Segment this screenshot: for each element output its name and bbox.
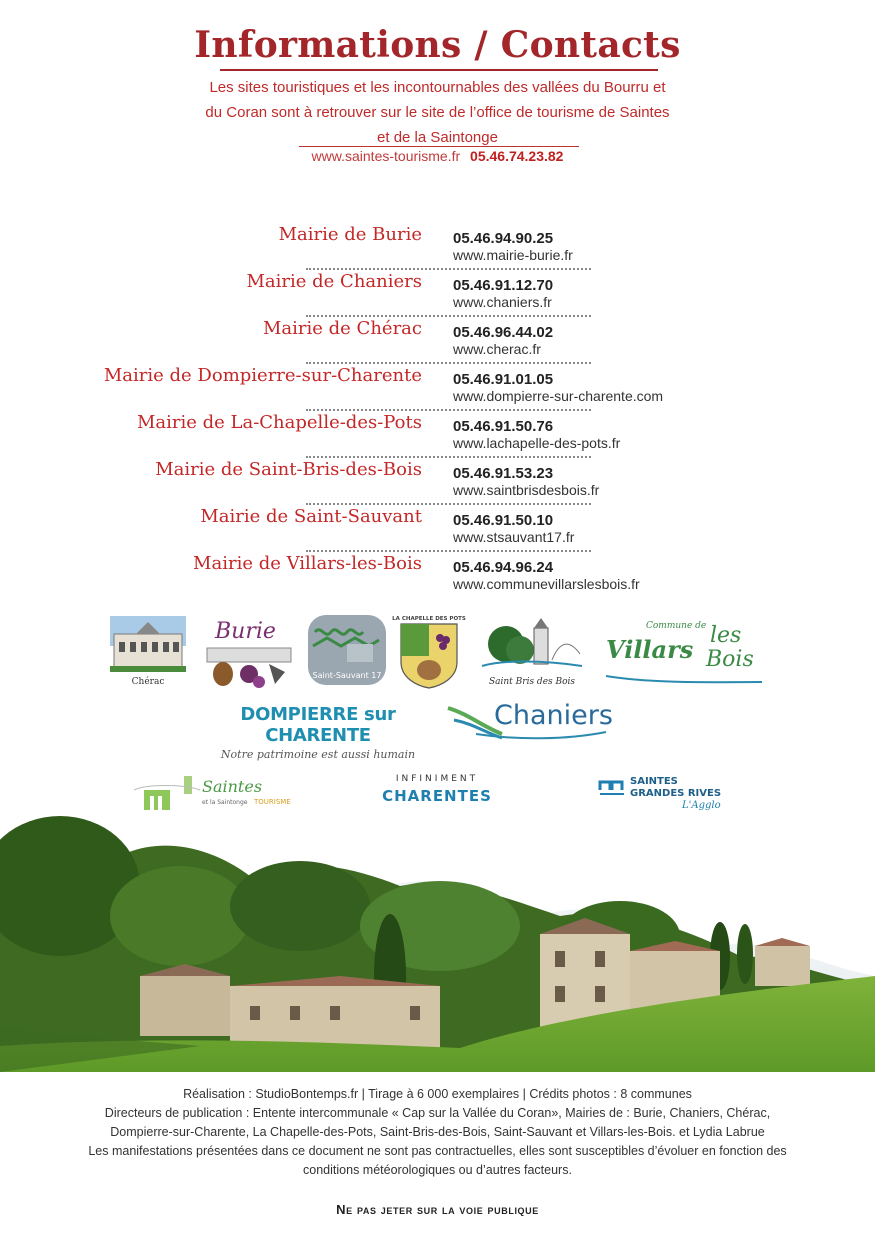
infiniment-label: INFINIMENT <box>395 774 479 784</box>
sgr-grandes-label: GRANDES RIVES <box>630 788 722 799</box>
intro-underline <box>299 146 579 147</box>
dompierre-label: DOMPIERRE sur CHARENTE <box>240 704 396 746</box>
mairie-name: Mairie de Dompierre-sur-Charente <box>103 365 422 386</box>
tourism-website[interactable]: www.saintes-tourisme.fr <box>311 148 461 164</box>
saint-bris-label: Saint Bris des Bois <box>488 677 576 687</box>
dotted-separator <box>306 456 591 458</box>
chapelle-label: LA CHAPELLE DES POTS <box>392 616 466 622</box>
dotted-separator <box>306 315 591 317</box>
sgr-saintes-label: SAINTES <box>630 776 678 787</box>
chapelle-des-pots-logo <box>392 612 466 690</box>
villars-les-label: les <box>710 623 742 648</box>
dotted-separator <box>306 362 591 364</box>
saintes-tourisme-logo <box>134 772 302 812</box>
mairie-phone: 05.46.91.50.76 <box>453 418 554 435</box>
dotted-separator <box>306 268 591 270</box>
mairie-website[interactable]: www.stsauvant17.fr <box>453 529 575 545</box>
litter-notice: Ne pas jeter sur la voie publique <box>336 1202 539 1217</box>
mairie-row-chaniers <box>0 271 875 317</box>
mairie-phone: 05.46.91.01.05 <box>453 371 554 388</box>
page-title: Informations / Contacts <box>194 24 681 66</box>
tourism-phone: 05.46.74.23.82 <box>470 148 564 164</box>
saintes-grandes-rives-logo <box>598 772 732 812</box>
mairie-website[interactable]: www.communevillarslesbois.fr <box>453 576 640 592</box>
burie-logo <box>203 612 295 694</box>
credits-line: Dompierre-sur-Charente, La Chapelle-des-Pots, Saint-Bris-des-Bois, Saint-Sauvant et Villars-les-Bois. et Lydia Labrue <box>110 1125 765 1139</box>
mairie-phone: 05.46.91.53.23 <box>453 465 554 482</box>
mairie-phone: 05.46.94.90.25 <box>453 230 554 247</box>
mairie-row-chapelle <box>0 412 875 458</box>
villars-les-bois-logo <box>602 616 766 686</box>
mairie-name: Mairie de Chaniers <box>246 271 422 292</box>
saintes-sub-label: et la Saintonge <box>202 799 248 806</box>
villars-bois-label: Bois <box>706 647 754 672</box>
saintes-label: Saintes <box>202 777 263 796</box>
credits-line: Les manifestations présentées dans ce document ne sont pas contractuelles, elles sont susceptibles d’évoluer en fonction des <box>88 1144 787 1158</box>
mairie-website[interactable]: www.chaniers.fr <box>453 294 552 310</box>
mairie-row-cherac <box>0 318 875 364</box>
dompierre-logo <box>208 704 428 761</box>
cherac-label: Chérac <box>131 677 165 687</box>
credits <box>0 1085 875 1180</box>
dotted-separator <box>306 550 591 552</box>
mairie-website[interactable]: www.mairie-burie.fr <box>453 247 573 263</box>
title-underline <box>220 69 658 71</box>
saint-sauvant-label: Saint-Sauvant 17 <box>312 671 382 680</box>
mairie-website[interactable]: www.cherac.fr <box>453 341 541 357</box>
mairie-name: Mairie de Saint-Sauvant <box>200 506 422 527</box>
mairie-phone: 05.46.94.96.24 <box>453 559 554 576</box>
mairie-row-villars <box>0 553 875 599</box>
mairie-name: Mairie de Burie <box>278 224 422 245</box>
charentes-label: CHARENTES <box>382 787 492 805</box>
mairie-phone: 05.46.91.12.70 <box>453 277 554 294</box>
chaniers-label: Chaniers <box>494 700 613 731</box>
saintes-tourisme-label: TOURISME <box>254 798 291 806</box>
dotted-separator <box>306 409 591 411</box>
mairie-website[interactable]: www.saintbrisdesbois.fr <box>453 482 600 498</box>
partner-logos <box>0 612 875 812</box>
mairie-name: Mairie de Chérac <box>263 318 422 339</box>
burie-label: Burie <box>215 619 276 644</box>
mairie-row-burie <box>0 224 875 270</box>
mairie-name: Mairie de Saint-Bris-des-Bois <box>155 459 422 480</box>
mairie-name: Mairie de La-Chapelle-des-Pots <box>136 412 422 433</box>
credits-line: Réalisation : StudioBontemps.fr | Tirage à 6 000 exemplaires | Crédits photos : 8 communes <box>183 1087 692 1101</box>
saint-bris-des-bois-logo <box>478 618 586 690</box>
villars-commune-label: Commune de <box>646 621 707 631</box>
landscape-photo <box>0 826 875 1072</box>
mairie-phone: 05.46.96.44.02 <box>453 324 554 341</box>
dompierre-tagline: Notre patrimoine est aussi humain <box>220 748 416 761</box>
mairie-row-saint-bris <box>0 459 875 505</box>
chaniers-logo <box>446 698 636 742</box>
intro-text: Les sites touristiques et les incontournables des vallées du Bourru et du Coran sont à retrouver sur le site de l’office de tourisme de Saintes et de la Saintonge <box>205 79 670 146</box>
mairie-website[interactable]: www.lachapelle-des-pots.fr <box>453 435 621 451</box>
mairie-phone: 05.46.91.50.10 <box>453 512 554 529</box>
mairie-name: Mairie de Villars-les-Bois <box>193 553 422 574</box>
villars-name-label: Villars <box>606 635 694 664</box>
infiniment-charentes-logo <box>378 774 496 805</box>
dotted-separator <box>306 503 591 505</box>
credits-line: conditions météorologiques ou d’autres facteurs. <box>303 1163 572 1177</box>
sgr-agglo-label: L'Agglo <box>682 800 721 811</box>
mairie-row-saint-sauvant <box>0 506 875 552</box>
cherac-logo <box>110 616 186 688</box>
saint-sauvant-logo <box>305 612 389 688</box>
tourism-contact <box>0 148 875 164</box>
mairie-row-dompierre <box>0 365 875 411</box>
credits-line: Directeurs de publication : Entente intercommunale « Cap sur la Vallée du Coran», Mairies de : Burie, Chaniers, Chérac, <box>104 1106 771 1120</box>
mairie-website[interactable]: www.dompierre-sur-charente.com <box>453 388 664 404</box>
